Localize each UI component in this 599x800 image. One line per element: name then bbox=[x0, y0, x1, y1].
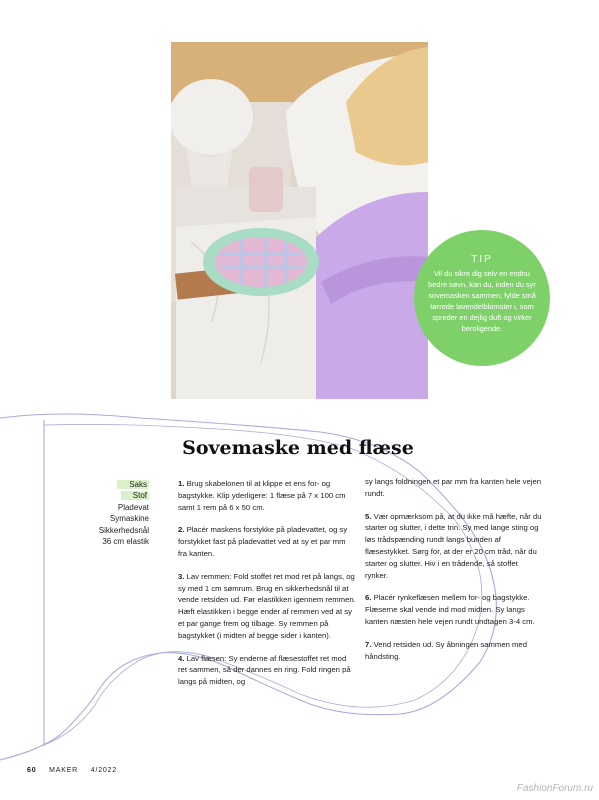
material-item: 36 cm elastik bbox=[102, 537, 149, 547]
step-number: 6. bbox=[365, 593, 372, 603]
step-5 bbox=[365, 511, 543, 582]
step-1 bbox=[178, 478, 356, 513]
material-item: Sikkerhedsnål bbox=[98, 525, 149, 535]
step-text: Placér maskens forstykke på pladevattet, og sy forstykket fast på pladevattet ved at sy et par mm fra kanten. bbox=[178, 525, 348, 558]
tip-title: TIP bbox=[471, 254, 493, 265]
step-number: 2. bbox=[178, 525, 185, 535]
step-text: Vend retsiden ud. Sy åbningen sammen med håndsting. bbox=[365, 639, 527, 661]
step-7 bbox=[365, 639, 543, 663]
step-6 bbox=[365, 592, 543, 627]
magazine-name: MAKER bbox=[49, 767, 79, 774]
step-text: Lav flæsen: Sy enderne af flæsestoffet ret mod ret sammen, så der dannes en ring. Fold ringen på langs på midten, og bbox=[178, 653, 351, 687]
tip-text: Vil du sikre dig selv en endnu bedre søvn, kan du, inden du syr sovemasken sammen, fylde små tørrede lavendelblomster i, som spreder en dejlig duft og virker beroligende. bbox=[428, 269, 536, 333]
instructions-column-1 bbox=[178, 478, 356, 699]
step-text: Vær opmærksom på, at du ikke må hæfte, når du starter og slutter, i dette trin. Sy med lange sting og løs trådspænding rundt langs bunden af flæsestykket. Sørg for, at der er 20 cm tråd, når du starter og slutter. Hiv i en trådende, så stoffet rynker. bbox=[365, 511, 542, 580]
page-number: 60 bbox=[27, 767, 37, 774]
material-item: Symaskine bbox=[109, 514, 149, 524]
step-4 bbox=[178, 653, 356, 688]
step-text: Placér rynkeflæsen mellem for- og bagstykke. Flæserne skal vende ind mod midten. Sy langs kanten næsten hele vejen rundt undtagen 3-4 cm. bbox=[365, 593, 535, 626]
step-number: 1. bbox=[178, 479, 185, 488]
issue-number: 4/2022 bbox=[90, 767, 118, 774]
step-number: 4. bbox=[178, 653, 185, 663]
step-number: 5. bbox=[365, 511, 372, 521]
article-title: Sovemaske med flæse bbox=[182, 437, 414, 459]
step-number: 3. bbox=[178, 571, 185, 581]
step-number: 7. bbox=[365, 639, 372, 649]
watermark: FashionForum.ru bbox=[516, 783, 593, 794]
material-item: Stof bbox=[121, 491, 149, 500]
materials-list bbox=[99, 479, 149, 547]
step-text: sy langs foldningen et par mm fra kanten hele vejen rundt. bbox=[365, 477, 542, 498]
step-text: Lav remmen: Fold stoffet ret mod ret på langs, og sy med 1 cm sømrum. Brug en sikkerhedsnål til at vende retsiden ud. Før elastikken igennem remmen. Hæft elastikken i begge ender af remmen ved at sy et par gange frem og tilbage. Sy remmen på bagstykket (i midten af begge sider i kanten). bbox=[178, 571, 356, 640]
step-4-continued bbox=[365, 476, 543, 500]
bedroom-photo bbox=[171, 42, 428, 399]
material-item: Saks bbox=[117, 480, 149, 489]
step-3 bbox=[178, 571, 356, 642]
step-2 bbox=[178, 524, 356, 559]
material-item: Pladevat bbox=[117, 502, 149, 512]
tip-bubble bbox=[414, 230, 550, 366]
instructions-column-2 bbox=[365, 476, 543, 673]
page-footer bbox=[27, 767, 127, 774]
step-text: Brug skabelonen til at klippe et ens for- og bagstykke. Klip yderligere: 1 flæse på 7 x 100 cm samt 1 rem på 6 x 50 cm. bbox=[178, 479, 346, 512]
